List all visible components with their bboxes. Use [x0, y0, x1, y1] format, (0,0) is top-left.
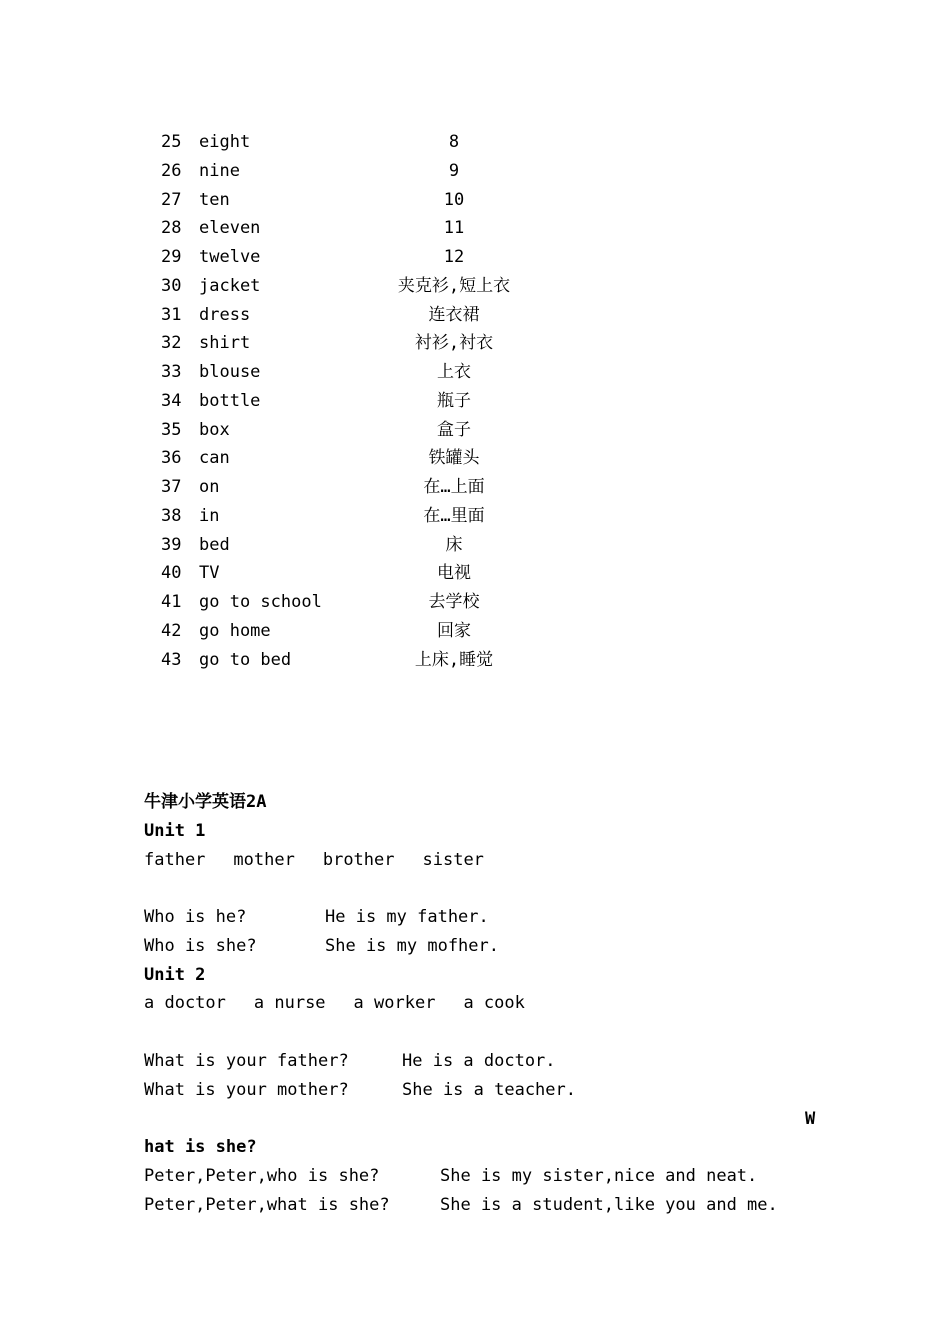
vocab-meaning: 瓶子 — [437, 390, 471, 411]
vocab-meaning: 回家 — [437, 620, 471, 641]
vocab-word: go home — [199, 620, 271, 641]
vocab-word: jacket — [199, 275, 261, 296]
vocab-number: 39 — [161, 534, 182, 555]
vocab-row — [0, 272, 950, 301]
vocab-number: 41 — [161, 592, 182, 612]
vocab-meaning: 11 — [443, 218, 465, 239]
vocab-number: 30 — [161, 275, 182, 296]
dialogue-line — [144, 1076, 864, 1105]
vocab-row — [0, 358, 950, 387]
unit2-words — [144, 989, 864, 1018]
vocab-row — [0, 646, 950, 675]
spacer — [144, 1104, 864, 1133]
vocab-row — [0, 301, 950, 330]
answer: He is a doctor. — [402, 1050, 556, 1071]
vocab-word: blouse — [199, 362, 261, 382]
vocab-word: eight — [199, 132, 251, 152]
vocab-word: bottle — [199, 390, 261, 411]
dialogue-line — [144, 932, 864, 961]
question: What is your father? — [144, 1050, 349, 1071]
spacer — [144, 874, 864, 903]
vocab-word: on — [199, 477, 220, 497]
vocab-number: 33 — [161, 362, 182, 382]
vocab-number: 34 — [161, 390, 182, 411]
vocab-word: TV — [199, 563, 220, 584]
unit1-words — [144, 846, 864, 875]
word-item: father — [144, 849, 206, 870]
vocab-number: 28 — [161, 218, 182, 239]
vocab-number: 37 — [161, 477, 182, 497]
answer: She is a teacher. — [402, 1079, 576, 1100]
vocab-row — [0, 157, 950, 186]
vocab-meaning: 床 — [445, 534, 463, 555]
vocab-row — [0, 214, 950, 243]
vocab-meaning: 上床,睡觉 — [414, 649, 494, 670]
vocab-number: 32 — [161, 333, 182, 354]
vocab-word: twelve — [199, 247, 261, 267]
vocab-number: 38 — [161, 505, 182, 526]
question: Who is he? — [144, 907, 247, 927]
vocab-number: 35 — [161, 419, 182, 440]
vocab-meaning: 衬衫,衬衣 — [414, 333, 494, 354]
question: What is your mother? — [144, 1079, 349, 1100]
vocab-word: go to bed — [199, 649, 292, 670]
word-item: a worker — [353, 993, 436, 1014]
vocab-meaning: 在…里面 — [423, 505, 485, 526]
vocab-meaning: 连衣裙 — [428, 304, 480, 325]
answer: She is my mofher. — [325, 935, 499, 956]
vocab-number: 25 — [161, 132, 182, 152]
vocab-number: 31 — [161, 304, 182, 325]
question: Peter,Peter,what is she? — [144, 1194, 390, 1215]
vocabulary-list — [0, 128, 950, 674]
vocab-number: 40 — [161, 563, 182, 584]
vocab-meaning: 夹克衫,短上衣 — [397, 275, 511, 296]
vocab-meaning: 9 — [448, 160, 460, 181]
vocab-row — [0, 444, 950, 473]
vocab-meaning: 盒子 — [437, 419, 471, 440]
vocab-meaning: 8 — [448, 132, 460, 152]
unit1-title: Unit 1 — [144, 820, 206, 841]
vocab-meaning: 去学校 — [428, 592, 480, 612]
song-title-first-letter: W — [805, 1109, 816, 1129]
vocab-number: 43 — [161, 649, 182, 670]
answer: She is a student,like you and me. — [440, 1194, 778, 1215]
vocab-number: 42 — [161, 620, 182, 641]
vocab-row — [0, 531, 950, 560]
vocab-meaning: 电视 — [437, 563, 471, 584]
song-line — [144, 1191, 864, 1220]
answer: He is my father. — [325, 907, 489, 927]
vocab-row — [0, 473, 950, 502]
vocab-word: bed — [199, 534, 230, 555]
song-title: hat is she? — [144, 1137, 257, 1157]
vocab-word: eleven — [199, 218, 261, 239]
vocab-word: in — [199, 505, 220, 526]
vocab-word: go to school — [199, 592, 322, 612]
vocab-row — [0, 329, 950, 358]
question: Who is she? — [144, 935, 257, 956]
vocab-number: 36 — [161, 448, 182, 469]
vocab-row — [0, 387, 950, 416]
vocab-word: ten — [199, 189, 230, 210]
word-item: a nurse — [253, 993, 326, 1014]
vocab-word: can — [199, 448, 230, 469]
vocab-word: nine — [199, 160, 240, 181]
vocab-row — [0, 243, 950, 272]
dialogue-line — [144, 1047, 864, 1076]
vocab-word: shirt — [199, 333, 251, 354]
song-line — [144, 1162, 864, 1191]
vocab-number: 29 — [161, 247, 182, 267]
book-title: 牛津小学英语2A — [144, 792, 267, 812]
vocab-row — [0, 617, 950, 646]
word-item: a cook — [463, 993, 525, 1014]
vocab-meaning: 10 — [443, 189, 465, 210]
vocab-row — [0, 128, 950, 157]
spacer — [144, 1018, 864, 1047]
vocab-row — [0, 416, 950, 445]
vocab-meaning: 12 — [443, 247, 465, 267]
vocab-word: dress — [199, 304, 251, 325]
dialogue-line — [144, 903, 864, 932]
vocab-number: 26 — [161, 160, 182, 181]
word-item: mother — [233, 849, 295, 870]
vocab-row — [0, 186, 950, 215]
vocab-meaning: 在…上面 — [423, 477, 485, 497]
textbook-section — [144, 788, 864, 1219]
answer: She is my sister,nice and neat. — [440, 1165, 758, 1186]
unit2-title: Unit 2 — [144, 964, 206, 985]
vocab-meaning: 铁罐头 — [428, 448, 480, 469]
vocab-number: 27 — [161, 189, 182, 210]
word-item: brother — [322, 849, 395, 870]
vocab-row — [0, 559, 950, 588]
vocab-word: box — [199, 419, 230, 440]
vocab-meaning: 上衣 — [437, 362, 471, 382]
vocab-row — [0, 588, 950, 617]
vocab-row — [0, 502, 950, 531]
word-item: a doctor — [144, 993, 226, 1014]
question: Peter,Peter,who is she? — [144, 1165, 380, 1186]
word-item: sister — [422, 849, 484, 870]
